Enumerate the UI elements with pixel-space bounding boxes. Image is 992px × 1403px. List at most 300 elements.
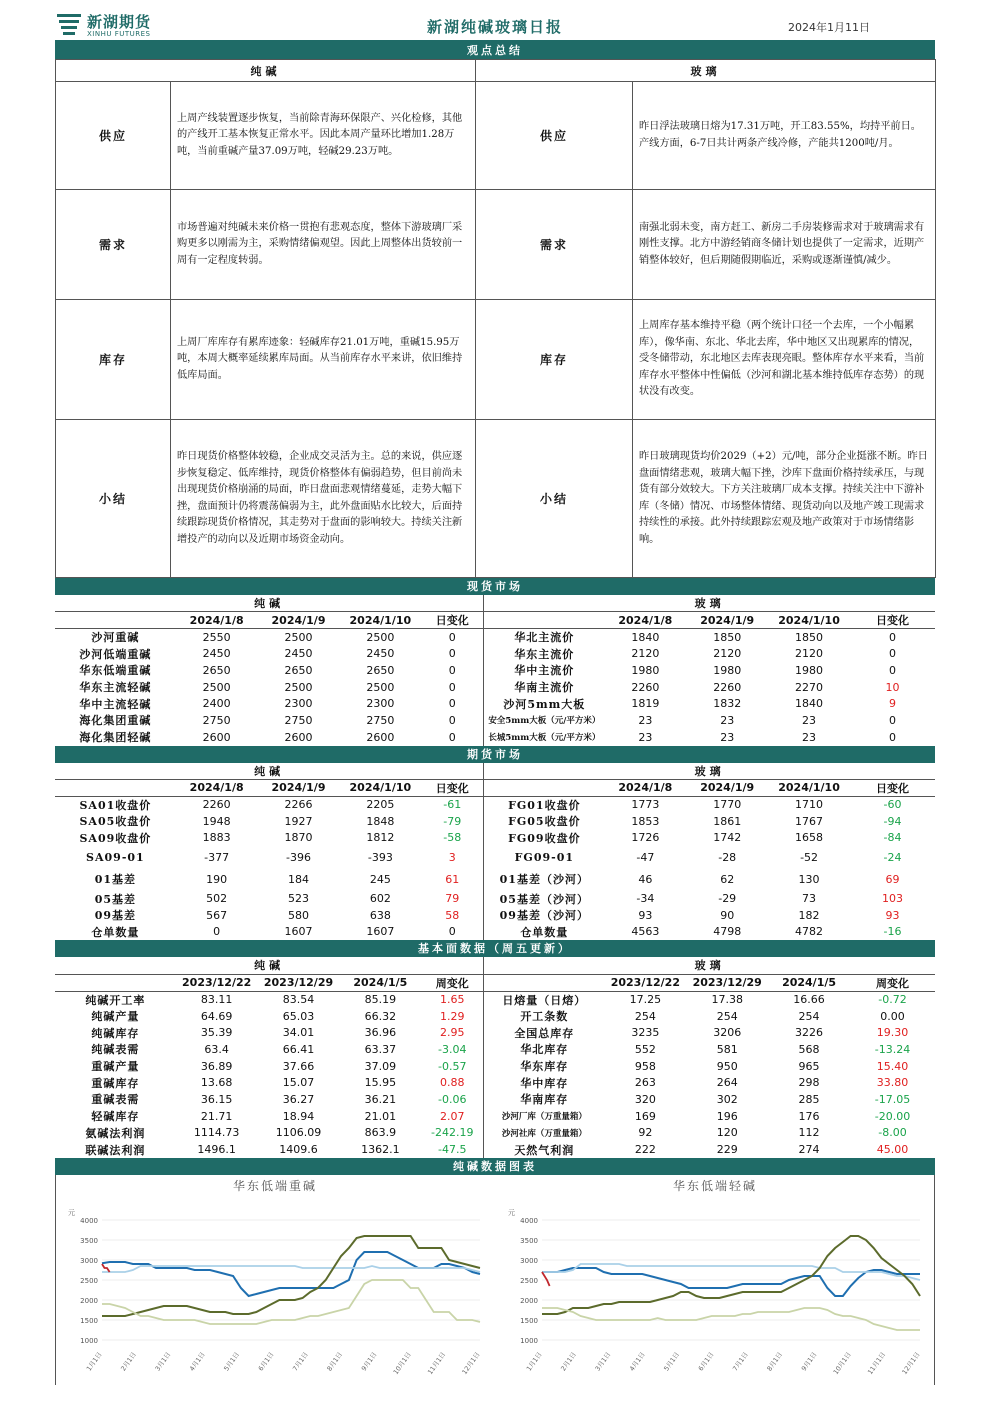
value-cell: 112 <box>798 1126 820 1140</box>
right-section-title: 玻璃 <box>484 763 935 780</box>
view-text-inventory-soda: 上周厂库库存有累库迹象：轻碱库存21.01万吨，重碱15.95万吨，本周大概率延续累库局面。从当前库存水平来讲，依旧维持低库局面。 <box>171 300 476 420</box>
value-cell: 2550 <box>202 630 231 644</box>
row-label: 轻碱库存 <box>91 1110 140 1124</box>
value-cell: 1850 <box>713 630 742 644</box>
value-cell: 63.37 <box>364 1042 397 1056</box>
view-text-demand-soda: 市场普遍对纯碱未来价格一贯抱有悲观态度，整体下游玻璃厂采购更多以刚需为主，采购情绪偏观望。因此上周整体出货较前一周有一定程度转弱。 <box>171 190 476 300</box>
date-header: 日变化 <box>421 779 483 796</box>
row-label: 开工条数 <box>520 1010 569 1024</box>
value-cell: 92 <box>638 1126 653 1140</box>
futures-table <box>55 763 935 941</box>
date-header: 2024/1/8 <box>604 779 686 796</box>
value-cell: 120 <box>716 1126 738 1140</box>
change-cell: -47.5 <box>421 1141 483 1158</box>
charts-band: 纯碱数据图表 <box>55 1158 935 1175</box>
blank-header <box>55 612 176 629</box>
value-cell: 93 <box>638 908 653 922</box>
x-tick-label: 10月1日 <box>831 1350 853 1376</box>
value-cell: 176 <box>798 1109 820 1123</box>
value-cell: 23 <box>638 730 653 744</box>
row-label: 05基差 <box>94 892 137 906</box>
date-header: 2023/12/22 <box>176 974 258 991</box>
view-label-supply-soda: 供应 <box>56 82 171 190</box>
value-cell: 2266 <box>284 798 313 812</box>
value-cell: 169 <box>634 1109 656 1123</box>
y-tick-label: 3500 <box>80 1236 98 1245</box>
y-unit-label: 元 <box>508 1208 515 1217</box>
value-cell: 15.95 <box>364 1076 397 1090</box>
change-cell: 45.00 <box>876 1143 909 1157</box>
x-tick-label: 12月1日 <box>900 1350 922 1376</box>
change-cell: 0 <box>421 695 483 712</box>
change-cell: 2.95 <box>421 1024 483 1041</box>
row-label: 海化集团轻碱 <box>79 731 152 745</box>
value-cell: 1742 <box>713 831 742 845</box>
change-cell: -79 <box>421 813 483 830</box>
value-cell: 3206 <box>713 1026 742 1040</box>
y-tick-label: 2500 <box>80 1276 98 1285</box>
x-tick-label: 8月1日 <box>325 1350 345 1373</box>
value-cell: 1710 <box>795 798 824 812</box>
row-label: 海化集团重碱 <box>79 714 152 728</box>
change-cell: -242.19 <box>421 1125 483 1142</box>
change-cell: 0 <box>421 629 483 646</box>
x-tick-label: 1月1日 <box>84 1350 104 1373</box>
change-cell: -0.72 <box>878 993 907 1007</box>
report-title: 新湖纯碱玻璃日报 <box>426 18 563 36</box>
row-label: FG09收盘价 <box>508 831 581 845</box>
chart-title: 华东低端重碱 <box>232 1178 317 1193</box>
row-label: SA09-01 <box>86 850 145 864</box>
y-tick-label: 3500 <box>520 1236 538 1245</box>
value-cell: 2600 <box>202 730 231 744</box>
x-tick-label: 4月1日 <box>627 1350 647 1373</box>
date-header: 2024/1/10 <box>768 779 850 796</box>
x-tick-label: 5月1日 <box>222 1350 242 1373</box>
value-cell: 263 <box>634 1076 656 1090</box>
value-cell: 90 <box>720 908 735 922</box>
value-cell: 581 <box>716 1042 738 1056</box>
change-cell: -84 <box>883 831 902 845</box>
value-cell: 1819 <box>631 697 660 711</box>
value-cell: 1948 <box>202 814 231 828</box>
x-tick-label: 8月1日 <box>765 1350 785 1373</box>
left-section-title: 纯碱 <box>55 595 484 612</box>
value-cell: 502 <box>206 892 228 906</box>
table-row <box>55 991 935 1008</box>
value-cell: 2500 <box>284 680 313 694</box>
date-header: 2024/1/9 <box>258 779 340 796</box>
table-row <box>55 830 935 847</box>
row-label: 01基差 <box>94 873 137 887</box>
row-label: 沙河社库（万重量箱） <box>501 1128 587 1139</box>
value-cell: 65.03 <box>282 1009 315 1023</box>
value-cell: 17.38 <box>711 993 743 1007</box>
x-tick-label: 6月1日 <box>696 1350 716 1373</box>
row-label: 长城5mm大板（元/平方米） <box>488 733 601 744</box>
table-row <box>55 796 935 813</box>
x-tick-label: 9月1日 <box>799 1350 819 1373</box>
row-label: 华东主流轻碱 <box>79 681 152 695</box>
value-cell: 965 <box>798 1059 820 1073</box>
report-page <box>55 10 935 1385</box>
y-tick-label: 2000 <box>80 1296 98 1305</box>
row-label: 纯碱开工率 <box>85 993 146 1007</box>
change-cell: 33.80 <box>876 1076 909 1090</box>
change-cell: -16 <box>883 925 902 939</box>
y-unit-label: 元 <box>68 1208 75 1217</box>
value-cell: 21.71 <box>200 1109 233 1123</box>
change-cell: 0 <box>888 630 896 644</box>
change-cell: 3 <box>421 846 483 868</box>
value-cell: 1848 <box>366 814 395 828</box>
value-cell: 229 <box>716 1143 738 1157</box>
date-header: 日变化 <box>850 612 935 629</box>
value-cell: 46 <box>638 872 653 886</box>
x-tick-label: 10月1日 <box>391 1350 413 1376</box>
value-cell: -52 <box>800 850 819 864</box>
row-label: 仓单数量 <box>520 925 569 939</box>
value-cell: 254 <box>716 1009 738 1023</box>
value-cell: 1927 <box>284 814 313 828</box>
value-cell: 2400 <box>202 697 231 711</box>
x-tick-label: 1月1日 <box>524 1350 544 1373</box>
y-tick-label: 3000 <box>80 1256 98 1265</box>
value-cell: 264 <box>716 1076 738 1090</box>
value-cell: 0 <box>213 925 221 939</box>
date-header: 周变化 <box>421 974 483 991</box>
change-cell: -8.00 <box>878 1126 907 1140</box>
row-label: 华东主流价 <box>514 647 575 661</box>
value-cell: 958 <box>634 1059 656 1073</box>
series-line <box>102 1236 480 1316</box>
table-row <box>55 846 935 868</box>
y-tick-label: 2500 <box>520 1276 538 1285</box>
row-label: 沙河重碱 <box>91 631 140 645</box>
value-cell: 2450 <box>366 647 395 661</box>
fundamentals-table <box>55 957 935 1158</box>
view-label-summary-glass: 小结 <box>476 420 633 578</box>
y-tick-label: 1000 <box>80 1336 98 1345</box>
blank-header <box>484 974 605 991</box>
view-text-summary-glass: 昨日玻璃现货均价2029（+2）元/吨，部分企业挺涨不断。昨日盘面情绪悲观，玻璃大幅下挫，沙库下盘面价格持续承压，与现货有部分效较大。下方关注玻璃厂成本支撑。持续关注中下游补库（冬储）情况、市场整体情绪、现货动向以及地产竣工现需求持续性的承接。此外持续跟踪宏观及地产政策对于市场情绪影响。 <box>633 420 936 578</box>
value-cell: 1980 <box>795 663 824 677</box>
value-cell: 1853 <box>631 814 660 828</box>
series-line <box>102 1264 110 1272</box>
row-label: 09基差 <box>94 909 137 923</box>
value-cell: 2750 <box>202 713 231 727</box>
value-cell: 23 <box>720 713 735 727</box>
value-cell: 1980 <box>713 663 742 677</box>
value-cell: 196 <box>716 1109 738 1123</box>
row-label: 沙河5mm大板 <box>503 697 586 711</box>
value-cell: 1496.1 <box>197 1143 236 1157</box>
value-cell: 36.27 <box>282 1092 315 1106</box>
value-cell: -34 <box>636 892 655 906</box>
value-cell: 4563 <box>631 925 660 939</box>
date-header: 2024/1/8 <box>604 612 686 629</box>
change-cell: 0 <box>421 729 483 746</box>
change-cell: 0 <box>421 645 483 662</box>
value-cell: 245 <box>369 872 391 886</box>
x-tick-label: 12月1日 <box>460 1350 482 1376</box>
value-cell: 2500 <box>202 680 231 694</box>
table-row <box>55 662 935 679</box>
value-cell: 2600 <box>284 730 313 744</box>
change-cell: -17.05 <box>874 1092 911 1106</box>
table-row <box>55 629 935 646</box>
value-cell: 254 <box>634 1009 656 1023</box>
value-cell: 36.96 <box>364 1026 397 1040</box>
value-cell: 1832 <box>713 697 742 711</box>
change-cell: 0 <box>421 712 483 729</box>
date-header: 日变化 <box>421 612 483 629</box>
change-cell: 0 <box>888 663 896 677</box>
change-cell: 0.88 <box>421 1074 483 1091</box>
value-cell: 298 <box>798 1076 820 1090</box>
view-label-demand-glass: 需求 <box>476 190 633 300</box>
value-cell: 2450 <box>202 647 231 661</box>
view-text-summary-soda: 昨日现货价格整体较稳，企业成交灵活为主。总的来说，供应逐步恢复稳定、低库维持，现货价格整体有偏弱趋势，但目前尚未出现现货价格崩涌的局面，昨日盘面悲观情绪蔓延，走势大幅下挫，盘面预计仍将震荡偏弱为主，此外盘面贴水比较大，后面持续跟踪现货价格情况，其走势对于盘面的影响较大。持续关注新增投产的动向以及近期市场资金动向。 <box>171 420 476 578</box>
row-label: 纯碱表需 <box>91 1043 140 1057</box>
value-cell: 302 <box>716 1092 738 1106</box>
date-header: 周变化 <box>850 974 935 991</box>
row-label: 华中库存 <box>520 1076 569 1090</box>
change-cell: 69 <box>885 872 900 886</box>
change-cell: -94 <box>883 814 902 828</box>
change-cell: 9 <box>888 697 896 711</box>
value-cell: 1726 <box>631 831 660 845</box>
views-table <box>55 59 936 578</box>
right-section-title: 玻璃 <box>484 957 935 974</box>
chart-svg <box>60 1175 490 1385</box>
row-label: 氨碱法利润 <box>85 1126 146 1140</box>
value-cell: 18.94 <box>282 1109 315 1123</box>
value-cell: 16.66 <box>793 993 825 1007</box>
row-label: 华中主流价 <box>514 664 575 678</box>
change-cell: 103 <box>881 892 903 906</box>
value-cell: 254 <box>798 1009 820 1023</box>
value-cell: 2450 <box>284 647 313 661</box>
row-label: FG09-01 <box>514 850 575 864</box>
value-cell: 62 <box>720 872 735 886</box>
value-cell: 23 <box>720 730 735 744</box>
row-label: 纯碱库存 <box>91 1026 140 1040</box>
value-cell: 4782 <box>795 925 824 939</box>
date-header: 2023/12/29 <box>258 974 340 991</box>
value-cell: 21.01 <box>364 1109 397 1123</box>
change-cell: 15.40 <box>876 1059 909 1073</box>
value-cell: 3226 <box>795 1026 824 1040</box>
table-row <box>55 924 935 941</box>
table-row <box>55 695 935 712</box>
blank-header <box>55 779 176 796</box>
table-row <box>55 1125 935 1142</box>
value-cell: 13.68 <box>200 1076 233 1090</box>
change-cell: 0 <box>421 924 483 941</box>
x-tick-label: 4月1日 <box>187 1350 207 1373</box>
row-label: 仓单数量 <box>91 925 140 939</box>
value-cell: 130 <box>798 872 820 886</box>
y-tick-label: 4000 <box>520 1216 538 1225</box>
value-cell: 37.66 <box>282 1059 315 1073</box>
x-tick-label: 6月1日 <box>256 1350 276 1373</box>
change-cell: -24 <box>883 850 902 864</box>
row-label: 日熔量（日熔） <box>502 993 587 1007</box>
value-cell: 85.19 <box>364 993 397 1007</box>
blank-header <box>484 612 605 629</box>
row-label: 华东库存 <box>520 1060 569 1074</box>
table-row <box>55 729 935 746</box>
y-tick-label: 1500 <box>520 1316 538 1325</box>
chart-title: 华东低端轻碱 <box>672 1178 757 1193</box>
change-cell: 0 <box>421 679 483 696</box>
views-col-soda: 纯碱 <box>56 60 476 82</box>
value-cell: 222 <box>634 1143 656 1157</box>
row-label: 华北主流价 <box>514 631 575 645</box>
row-label: 联碱法利润 <box>85 1143 146 1157</box>
chart-svg <box>500 1175 930 1385</box>
row-label: 重碱产量 <box>91 1060 140 1074</box>
change-cell: -58 <box>421 830 483 847</box>
date-header: 2024/1/9 <box>686 779 768 796</box>
date-header: 2024/1/10 <box>339 779 421 796</box>
change-cell: 2.07 <box>421 1108 483 1125</box>
change-cell: 0 <box>888 647 896 661</box>
table-row <box>55 1108 935 1125</box>
row-label: 纯碱产量 <box>91 1010 140 1024</box>
logo-text-cn: 新湖期货 <box>87 13 152 31</box>
row-label: 天然气利润 <box>514 1143 575 1157</box>
right-section-title: 玻璃 <box>484 595 935 612</box>
value-cell: 63.4 <box>204 1042 229 1056</box>
spot-band: 现货市场 <box>55 578 935 595</box>
change-cell: 10 <box>885 680 900 694</box>
value-cell: 64.69 <box>200 1009 233 1023</box>
view-text-supply-soda: 上周产线装置逐步恢复，当前除青海环保限产、兴化检修，其他的产线开工基本恢复正常水平。因此本周产量环比增加1.28万吨，当前重碱产量37.09万吨，轻碱29.23万吨。 <box>171 82 476 190</box>
fundamentals-band: 基本面数据（周五更新） <box>55 940 935 957</box>
value-cell: 2500 <box>366 680 395 694</box>
change-cell: 19.30 <box>876 1026 909 1040</box>
x-tick-label: 2月1日 <box>559 1350 579 1373</box>
view-label-inventory-soda: 库存 <box>56 300 171 420</box>
date-header: 2024/1/10 <box>339 612 421 629</box>
row-label: 华南主流价 <box>514 681 575 695</box>
x-tick-label: 7月1日 <box>291 1350 310 1373</box>
x-tick-label: 3月1日 <box>153 1350 173 1373</box>
value-cell: 523 <box>288 892 309 906</box>
value-cell: 638 <box>369 908 391 922</box>
chart-light-soda <box>500 1175 930 1385</box>
value-cell: -29 <box>718 892 737 906</box>
series-line <box>102 1280 480 1324</box>
value-cell: 1409.6 <box>279 1143 318 1157</box>
change-cell: -13.24 <box>874 1042 911 1056</box>
x-tick-label: 11月1日 <box>866 1350 888 1376</box>
change-cell: 1.65 <box>421 991 483 1008</box>
value-cell: 2260 <box>202 798 231 812</box>
change-cell: 0 <box>421 662 483 679</box>
value-cell: 1840 <box>795 697 824 711</box>
value-cell: 2205 <box>366 798 395 812</box>
row-label: 全国总库存 <box>514 1026 575 1040</box>
value-cell: 73 <box>802 892 817 906</box>
date-header: 2024/1/9 <box>258 612 340 629</box>
logo-text-en: XINHU FUTURES <box>87 30 151 38</box>
blank-header <box>55 974 176 991</box>
x-tick-label: 7月1日 <box>731 1350 750 1373</box>
date-header: 2023/12/22 <box>604 974 686 991</box>
view-label-summary-soda: 小结 <box>56 420 171 578</box>
value-cell: 1773 <box>631 798 660 812</box>
series-line <box>542 1264 920 1280</box>
date-header: 2024/1/8 <box>176 612 258 629</box>
value-cell: 4798 <box>713 925 742 939</box>
value-cell: 1114.73 <box>193 1126 240 1140</box>
value-cell: 2260 <box>713 680 742 694</box>
table-row <box>55 813 935 830</box>
chart-heavy-soda <box>60 1175 490 1385</box>
x-tick-label: 5月1日 <box>662 1350 682 1373</box>
value-cell: 3235 <box>631 1026 660 1040</box>
series-line <box>542 1308 920 1330</box>
series-line <box>542 1272 550 1286</box>
table-row <box>55 1058 935 1075</box>
value-cell: 1980 <box>631 663 660 677</box>
view-label-demand-soda: 需求 <box>56 190 171 300</box>
blank-header <box>484 779 605 796</box>
series-line <box>102 1252 480 1296</box>
change-cell: -0.57 <box>421 1058 483 1075</box>
y-tick-label: 1500 <box>80 1316 98 1325</box>
change-cell: 93 <box>885 908 900 922</box>
value-cell: 863.9 <box>364 1126 397 1140</box>
value-cell: 2500 <box>366 630 395 644</box>
value-cell: 950 <box>716 1059 738 1073</box>
row-label: 华南库存 <box>520 1093 569 1107</box>
table-row <box>55 1074 935 1091</box>
value-cell: 1812 <box>366 831 395 845</box>
value-cell: 2750 <box>284 713 313 727</box>
change-cell: -0.06 <box>421 1091 483 1108</box>
value-cell: 23 <box>638 713 653 727</box>
value-cell: 34.01 <box>282 1026 315 1040</box>
row-label: 华东低端重碱 <box>79 664 152 678</box>
change-cell: 0 <box>888 713 896 727</box>
left-section-title: 纯碱 <box>55 957 484 974</box>
value-cell: -377 <box>204 850 230 864</box>
value-cell: 580 <box>288 908 309 922</box>
x-tick-label: 9月1日 <box>359 1350 379 1373</box>
value-cell: 15.07 <box>282 1076 315 1090</box>
value-cell: 66.41 <box>282 1042 315 1056</box>
value-cell: 2120 <box>631 647 660 661</box>
value-cell: 36.21 <box>364 1092 397 1106</box>
row-label: 09基差（沙河） <box>499 909 589 923</box>
value-cell: 2600 <box>366 730 395 744</box>
value-cell: 1607 <box>284 925 313 939</box>
change-cell: 0 <box>888 730 896 744</box>
table-row <box>55 1091 935 1108</box>
date-header: 2023/12/29 <box>686 974 768 991</box>
y-tick-label: 4000 <box>80 1216 98 1225</box>
y-tick-label: 1000 <box>520 1336 538 1345</box>
futures-band: 期货市场 <box>55 746 935 763</box>
table-row <box>55 1024 935 1041</box>
row-label: 华北库存 <box>520 1043 569 1057</box>
value-cell: 35.39 <box>200 1026 233 1040</box>
value-cell: 1607 <box>366 925 395 939</box>
